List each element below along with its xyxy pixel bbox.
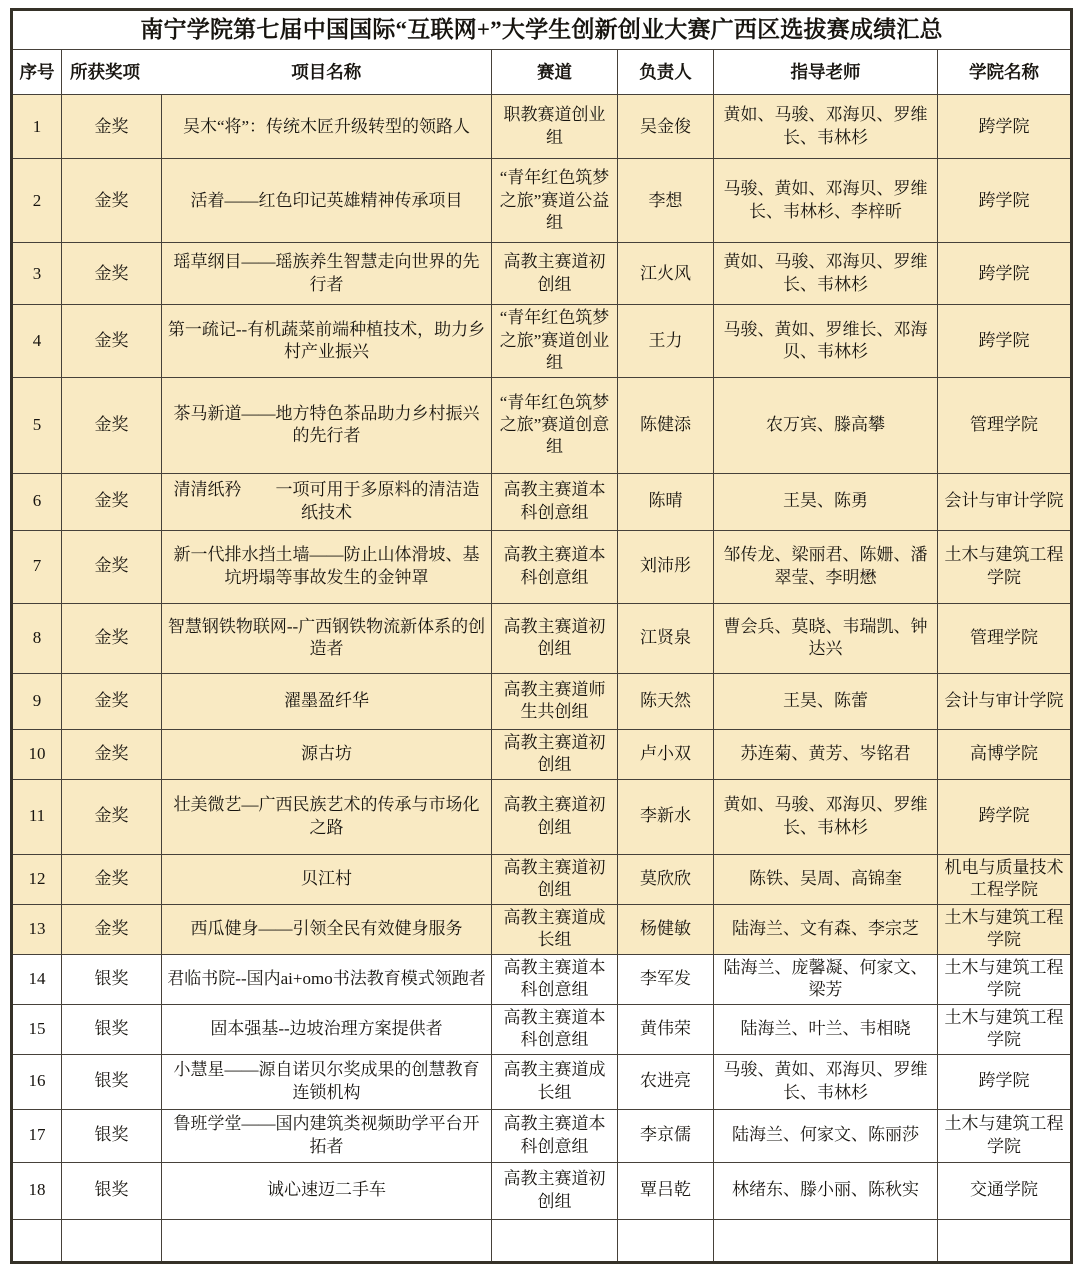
cell-project: 小慧星——源自诺贝尔奖成果的创慧教育连锁机构 xyxy=(162,1054,492,1109)
cell-track: 高教主赛道初创组 xyxy=(492,243,618,305)
empty-row xyxy=(12,1219,1072,1262)
cell-project: 贝江村 xyxy=(162,854,492,904)
cell-project: 智慧钢铁物联网--广西钢铁物流新体系的创造者 xyxy=(162,603,492,673)
cell-project: 固本强基--边坡治理方案提供者 xyxy=(162,1004,492,1054)
cell-advisors: 马骏、黄如、邓海贝、罗维长、韦林杉、李梓昕 xyxy=(714,159,938,243)
cell-college: 跨学院 xyxy=(938,779,1072,854)
table-row xyxy=(12,377,1072,473)
cell-track: “青年红色筑梦之旅”赛道创业组 xyxy=(492,305,618,377)
cell-award: 金奖 xyxy=(62,95,162,159)
cell-leader: 陈晴 xyxy=(618,473,714,530)
cell-leader: 覃吕乾 xyxy=(618,1162,714,1219)
cell-seq: 5 xyxy=(12,377,62,473)
cell-advisors: 陆海兰、叶兰、韦相晓 xyxy=(714,1004,938,1054)
col-header-leader: 负责人 xyxy=(618,50,714,95)
cell-seq: 18 xyxy=(12,1162,62,1219)
cell-advisors: 王昊、陈蕾 xyxy=(714,673,938,729)
cell-track: 高教主赛道本科创意组 xyxy=(492,473,618,530)
empty-cell xyxy=(492,1219,618,1262)
cell-college: 土木与建筑工程学院 xyxy=(938,904,1072,954)
cell-project: 鲁班学堂——国内建筑类视频助学平台开拓者 xyxy=(162,1109,492,1162)
cell-track: 高教主赛道初创组 xyxy=(492,779,618,854)
table-row xyxy=(12,954,1072,1004)
cell-project: 活着——红色印记英雄精神传承项目 xyxy=(162,159,492,243)
cell-advisors: 王昊、陈勇 xyxy=(714,473,938,530)
table-body xyxy=(12,95,1072,1262)
cell-project: 源古坊 xyxy=(162,729,492,779)
cell-college: 土木与建筑工程学院 xyxy=(938,954,1072,1004)
cell-award: 银奖 xyxy=(62,1054,162,1109)
cell-leader: 吴金俊 xyxy=(618,95,714,159)
cell-project: 西瓜健身——引领全民有效健身服务 xyxy=(162,904,492,954)
cell-advisors: 曹会兵、莫晓、韦瑞凯、钟达兴 xyxy=(714,603,938,673)
cell-project: 濯墨盈纤华 xyxy=(162,673,492,729)
cell-project: 诚心速迈二手车 xyxy=(162,1162,492,1219)
cell-leader: 江贤泉 xyxy=(618,603,714,673)
cell-seq: 3 xyxy=(12,243,62,305)
cell-leader: 王力 xyxy=(618,305,714,377)
cell-seq: 16 xyxy=(12,1054,62,1109)
cell-seq: 2 xyxy=(12,159,62,243)
cell-advisors: 农万宾、滕高攀 xyxy=(714,377,938,473)
col-header-college: 学院名称 xyxy=(938,50,1072,95)
cell-advisors: 陆海兰、文有森、李宗芝 xyxy=(714,904,938,954)
cell-advisors: 陆海兰、庞馨凝、何家文、梁芳 xyxy=(714,954,938,1004)
cell-seq: 1 xyxy=(12,95,62,159)
cell-track: 高教主赛道初创组 xyxy=(492,854,618,904)
cell-track: 高教主赛道本科创意组 xyxy=(492,1109,618,1162)
cell-college: 高博学院 xyxy=(938,729,1072,779)
table-row xyxy=(12,1054,1072,1109)
cell-advisors: 苏连菊、黄芳、岑铭君 xyxy=(714,729,938,779)
table-row xyxy=(12,159,1072,243)
cell-track: 高教主赛道成长组 xyxy=(492,1054,618,1109)
cell-award: 金奖 xyxy=(62,729,162,779)
cell-college: 跨学院 xyxy=(938,159,1072,243)
cell-seq: 14 xyxy=(12,954,62,1004)
cell-track: 高教主赛道本科创意组 xyxy=(492,954,618,1004)
cell-award: 银奖 xyxy=(62,1004,162,1054)
cell-seq: 6 xyxy=(12,473,62,530)
cell-leader: 杨健敏 xyxy=(618,904,714,954)
cell-seq: 7 xyxy=(12,530,62,603)
cell-project: 清清纸矜 一项可用于多原料的清洁造纸技术 xyxy=(162,473,492,530)
table-row xyxy=(12,95,1072,159)
cell-award: 金奖 xyxy=(62,243,162,305)
results-table xyxy=(10,8,1073,1264)
cell-project: 吴木“将”：传统木匠升级转型的领路人 xyxy=(162,95,492,159)
cell-seq: 9 xyxy=(12,673,62,729)
cell-college: 土木与建筑工程学院 xyxy=(938,530,1072,603)
cell-project: 第一疏记--有机蔬菜前端种植技术，助力乡村产业振兴 xyxy=(162,305,492,377)
title-row xyxy=(12,10,1072,50)
cell-advisors: 林绪东、滕小丽、陈秋实 xyxy=(714,1162,938,1219)
table-row xyxy=(12,854,1072,904)
cell-award: 银奖 xyxy=(62,1162,162,1219)
table-row xyxy=(12,603,1072,673)
cell-leader: 李想 xyxy=(618,159,714,243)
cell-award: 金奖 xyxy=(62,603,162,673)
cell-advisors: 陈铁、吴周、高锦奎 xyxy=(714,854,938,904)
cell-college: 会计与审计学院 xyxy=(938,673,1072,729)
cell-award: 金奖 xyxy=(62,530,162,603)
cell-award: 金奖 xyxy=(62,473,162,530)
cell-leader: 李京儒 xyxy=(618,1109,714,1162)
cell-college: 跨学院 xyxy=(938,1054,1072,1109)
col-header-track: 赛道 xyxy=(492,50,618,95)
cell-seq: 4 xyxy=(12,305,62,377)
cell-seq: 17 xyxy=(12,1109,62,1162)
table-row xyxy=(12,779,1072,854)
cell-college: 跨学院 xyxy=(938,305,1072,377)
cell-seq: 15 xyxy=(12,1004,62,1054)
cell-advisors: 陆海兰、何家文、陈丽莎 xyxy=(714,1109,938,1162)
table-row xyxy=(12,673,1072,729)
cell-leader: 李军发 xyxy=(618,954,714,1004)
cell-award: 金奖 xyxy=(62,159,162,243)
cell-leader: 黄伟荣 xyxy=(618,1004,714,1054)
cell-advisors: 马骏、黄如、邓海贝、罗维长、韦林杉 xyxy=(714,1054,938,1109)
cell-leader: 陈健添 xyxy=(618,377,714,473)
col-header-award: 所获奖项 xyxy=(62,50,162,95)
cell-college: 管理学院 xyxy=(938,603,1072,673)
cell-award: 金奖 xyxy=(62,377,162,473)
cell-leader: 江火风 xyxy=(618,243,714,305)
cell-leader: 卢小双 xyxy=(618,729,714,779)
cell-leader: 莫欣欣 xyxy=(618,854,714,904)
cell-track: 高教主赛道初创组 xyxy=(492,729,618,779)
cell-leader: 陈天然 xyxy=(618,673,714,729)
cell-advisors: 马骏、黄如、罗维长、邓海贝、韦林杉 xyxy=(714,305,938,377)
cell-award: 金奖 xyxy=(62,904,162,954)
cell-project: 壮美微艺—广西民族艺术的传承与市场化之路 xyxy=(162,779,492,854)
table-row xyxy=(12,729,1072,779)
page-title: 南宁学院第七届中国国际“互联网+”大学生创新创业大赛广西区选拔赛成绩汇总 xyxy=(12,10,1072,50)
cell-track: 高教主赛道初创组 xyxy=(492,603,618,673)
cell-college: 土木与建筑工程学院 xyxy=(938,1004,1072,1054)
cell-track: “青年红色筑梦之旅”赛道创意组 xyxy=(492,377,618,473)
cell-college: 会计与审计学院 xyxy=(938,473,1072,530)
cell-leader: 李新水 xyxy=(618,779,714,854)
empty-cell xyxy=(618,1219,714,1262)
cell-award: 银奖 xyxy=(62,954,162,1004)
cell-advisors: 黄如、马骏、邓海贝、罗维长、韦林杉 xyxy=(714,95,938,159)
empty-cell xyxy=(162,1219,492,1262)
cell-award: 金奖 xyxy=(62,854,162,904)
cell-seq: 12 xyxy=(12,854,62,904)
col-header-seq: 序号 xyxy=(12,50,62,95)
cell-project: 茶马新道——地方特色茶品助力乡村振兴的先行者 xyxy=(162,377,492,473)
header-row xyxy=(12,50,1072,95)
cell-college: 跨学院 xyxy=(938,243,1072,305)
cell-college: 机电与质量技术工程学院 xyxy=(938,854,1072,904)
col-header-project: 项目名称 xyxy=(162,50,492,95)
cell-award: 金奖 xyxy=(62,673,162,729)
cell-advisors: 黄如、马骏、邓海贝、罗维长、韦林杉 xyxy=(714,243,938,305)
table-row xyxy=(12,243,1072,305)
cell-leader: 刘沛彤 xyxy=(618,530,714,603)
table-row xyxy=(12,473,1072,530)
cell-track: 高教主赛道成长组 xyxy=(492,904,618,954)
cell-award: 金奖 xyxy=(62,779,162,854)
cell-seq: 11 xyxy=(12,779,62,854)
cell-track: “青年红色筑梦之旅”赛道公益组 xyxy=(492,159,618,243)
empty-cell xyxy=(714,1219,938,1262)
cell-advisors: 黄如、马骏、邓海贝、罗维长、韦林杉 xyxy=(714,779,938,854)
cell-track: 高教主赛道师生共创组 xyxy=(492,673,618,729)
cell-seq: 13 xyxy=(12,904,62,954)
cell-college: 管理学院 xyxy=(938,377,1072,473)
table-row xyxy=(12,530,1072,603)
cell-college: 交通学院 xyxy=(938,1162,1072,1219)
cell-award: 金奖 xyxy=(62,305,162,377)
cell-college: 跨学院 xyxy=(938,95,1072,159)
cell-award: 银奖 xyxy=(62,1109,162,1162)
cell-advisors: 邹传龙、梁丽君、陈姗、潘翠莹、李明懋 xyxy=(714,530,938,603)
table-row xyxy=(12,1109,1072,1162)
cell-track: 高教主赛道初创组 xyxy=(492,1162,618,1219)
table-row xyxy=(12,1004,1072,1054)
cell-project: 新一代排水挡土墙——防止山体滑坡、基坑坍塌等事故发生的金钟罩 xyxy=(162,530,492,603)
col-header-advisors: 指导老师 xyxy=(714,50,938,95)
cell-seq: 8 xyxy=(12,603,62,673)
cell-leader: 农进亮 xyxy=(618,1054,714,1109)
cell-project: 君临书院--国内ai+omo书法教育模式领跑者 xyxy=(162,954,492,1004)
cell-project: 瑶草纲目——瑶族养生智慧走向世界的先行者 xyxy=(162,243,492,305)
cell-track: 高教主赛道本科创意组 xyxy=(492,530,618,603)
table-row xyxy=(12,1162,1072,1219)
cell-track: 高教主赛道本科创意组 xyxy=(492,1004,618,1054)
empty-cell xyxy=(12,1219,62,1262)
cell-seq: 10 xyxy=(12,729,62,779)
empty-cell xyxy=(62,1219,162,1262)
cell-college: 土木与建筑工程学院 xyxy=(938,1109,1072,1162)
table-row xyxy=(12,305,1072,377)
cell-track: 职教赛道创业组 xyxy=(492,95,618,159)
table-row xyxy=(12,904,1072,954)
empty-cell xyxy=(938,1219,1072,1262)
